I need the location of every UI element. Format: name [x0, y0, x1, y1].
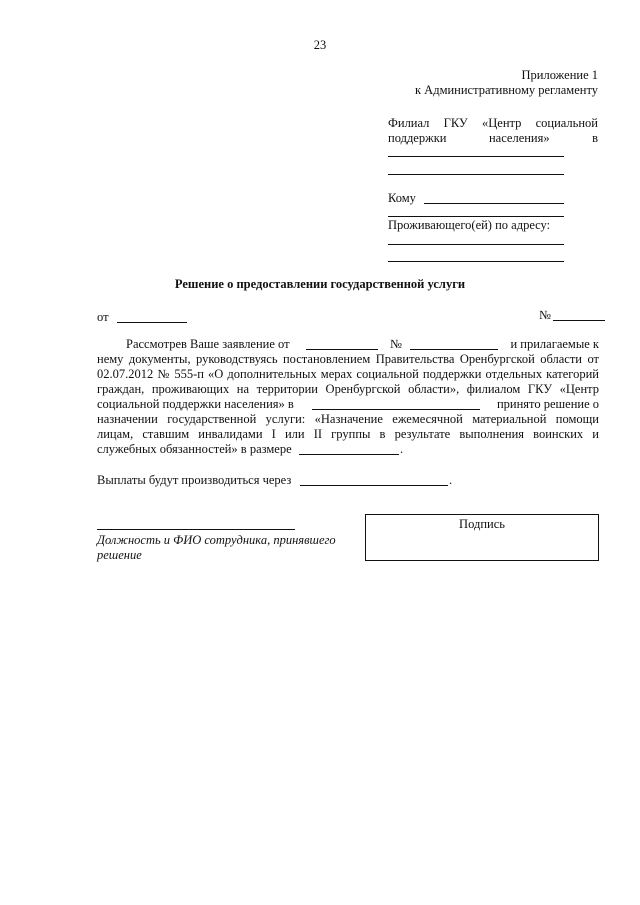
- address-blank-2[interactable]: [388, 261, 564, 262]
- branch-city-blank[interactable]: [312, 409, 480, 410]
- signature-box[interactable]: [365, 514, 599, 561]
- date-label: от: [97, 310, 109, 324]
- appendix-reference: к Административному регламенту: [414, 83, 598, 97]
- body-line8-end: .: [400, 442, 404, 456]
- signature-box-label: Подпись: [459, 517, 505, 531]
- appendix-title: Приложение 1: [521, 68, 598, 82]
- body-line2: нему документы, руководствуясь постановлением Правительства Оренбургской области от: [97, 352, 599, 366]
- body-line7: лицам, ставшим инвалидами I или II группы в результате выполнения воинских и: [97, 427, 599, 441]
- body-line8: служебных обязанностей» в размере: [97, 442, 292, 456]
- recipient-blank-2[interactable]: [388, 216, 564, 217]
- residing-address-label: Проживающего(ей) по адресу:: [388, 218, 551, 232]
- branch-name-line1: Филиал ГКУ «Центр социальной: [388, 116, 598, 130]
- branch-location-blank-1[interactable]: [388, 156, 564, 157]
- payments-end: .: [449, 473, 453, 487]
- decision-number-blank[interactable]: [553, 320, 605, 321]
- body-line4: граждан, проживающих на территории Оренбургской области», филиалом ГКУ «Центр: [97, 382, 599, 396]
- recipient-label: Кому: [388, 191, 416, 205]
- body-line6: назначении государственной услуги: «Назначение ежемесячной материальной помощи: [97, 412, 599, 426]
- employee-signature-blank[interactable]: [97, 529, 295, 530]
- branch-location-blank-2[interactable]: [388, 174, 564, 175]
- application-number-blank[interactable]: [410, 349, 498, 350]
- branch-name-line2: поддержки населения» в: [388, 131, 598, 145]
- page-number: 23: [313, 38, 327, 52]
- employee-label-line1: Должность и ФИО сотрудника, принявшего: [97, 533, 336, 547]
- body-line5-end: принято решение о: [496, 397, 599, 411]
- body-line5-start: социальной поддержки населения» в: [97, 397, 294, 411]
- body-line1-start: Рассмотрев Ваше заявление от: [126, 337, 290, 351]
- number-label: №: [539, 308, 551, 322]
- body-line1-number: №: [390, 337, 402, 351]
- amount-blank[interactable]: [299, 454, 399, 455]
- application-date-blank[interactable]: [306, 349, 378, 350]
- decision-date-blank[interactable]: [117, 322, 187, 323]
- body-line3: 02.07.2012 № 555-п «О дополнительных мерах социальной поддержки отдельных категорий: [97, 367, 599, 381]
- employee-label-line2: решение: [97, 548, 142, 562]
- body-line1-end: и прилагаемые к: [510, 337, 599, 351]
- document-title: Решение о предоставлении государственной услуги: [174, 277, 466, 291]
- address-blank-1[interactable]: [388, 244, 564, 245]
- payment-method-blank[interactable]: [300, 485, 448, 486]
- payments-text: Выплаты будут производиться через: [97, 473, 292, 487]
- recipient-blank-1[interactable]: [424, 203, 564, 204]
